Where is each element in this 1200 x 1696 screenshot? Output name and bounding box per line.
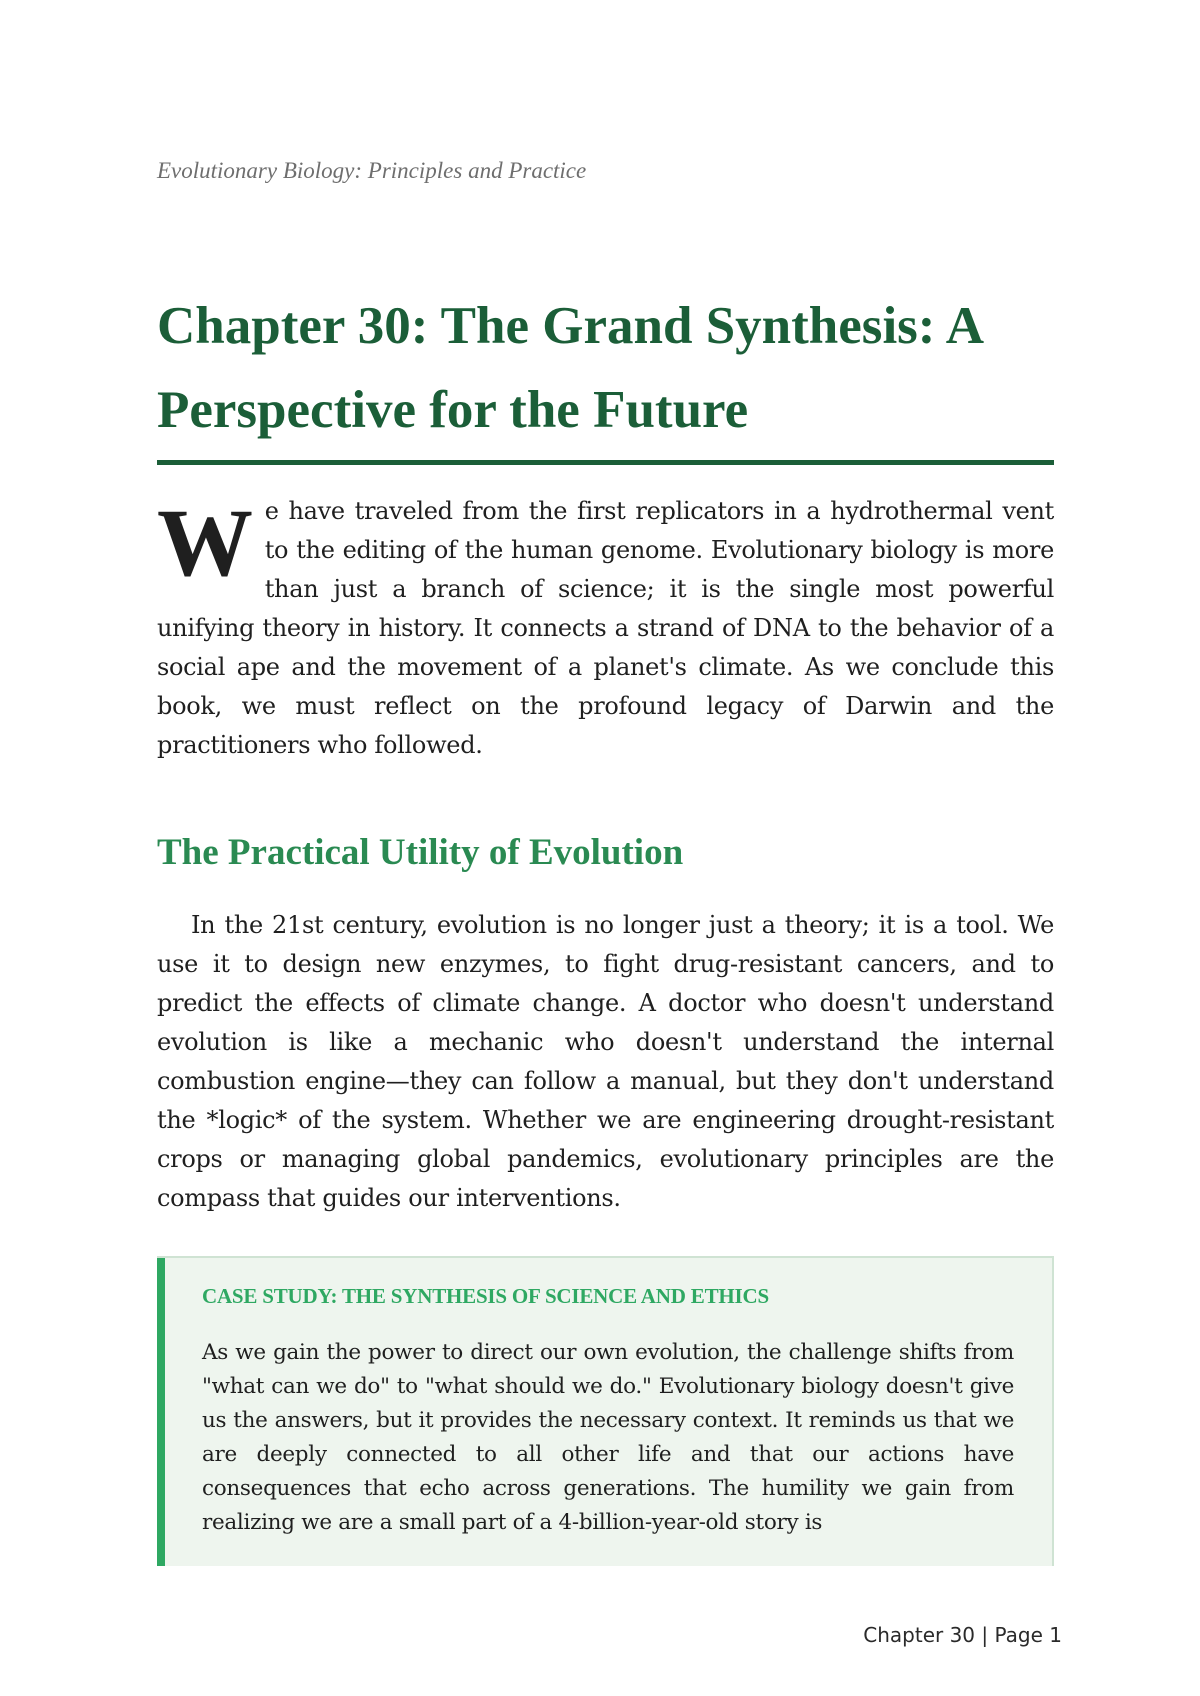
chapter-title: Chapter 30: The Grand Synthesis: A Perspective for the Future (157, 297, 982, 439)
running-header: Evolutionary Biology: Principles and Practice (157, 158, 587, 183)
intro-text: e have traveled from the first replicators in a hydrothermal vent to the editing of the human genome. Evolutionary biology is more than just a branch of science; it is the single most powerful unifying theory in history. It connects a strand of DNA to the behavior of a social ape and the movement of a planet's climate. As we conclude this book, we must reflect on the profound legacy of Darwin and the practitioners who followed. (157, 497, 1054, 759)
case-study-accent-bar (157, 1258, 165, 1566)
case-study-text: As we gain the power to direct our own evolution, the challenge shifts from "what can we do" to "what should we do." Evolutionary biology doesn't give us the answers, but it provides the necessary context. It reminds us that we are deeply connected to all other life and that our actions have consequences that echo across generations. The humility we gain from realizing we are a small part of a 4-billion-year-old story is (202, 1340, 1014, 1535)
section-paragraph: In the 21st century, evolution is no longer just a theory; it is a tool. We use it to design new enzymes, to fight drug-resistant cancers, and to predict the effects of climate change. A doctor who doesn't understand evolution is like a mechanic who doesn't understand the internal combustion engine—they can follow a manual, but they don't understand the *logic* of the system. Whether we are engineering drought-resistant crops or managing global pandemics, evolutionary principles are the compass that guides our interventions. (157, 911, 1054, 1212)
drop-cap: W (157, 489, 253, 596)
title-divider (157, 460, 1054, 465)
case-study-title: CASE STUDY: THE SYNTHESIS OF SCIENCE AND ETHICS (202, 1284, 769, 1308)
intro-paragraph (157, 489, 1054, 765)
page-footer: Chapter 30 | Page 1 (863, 1623, 1062, 1647)
section-heading: The Practical Utility of Evolution (157, 832, 684, 873)
case-study-box (157, 1256, 1054, 1566)
